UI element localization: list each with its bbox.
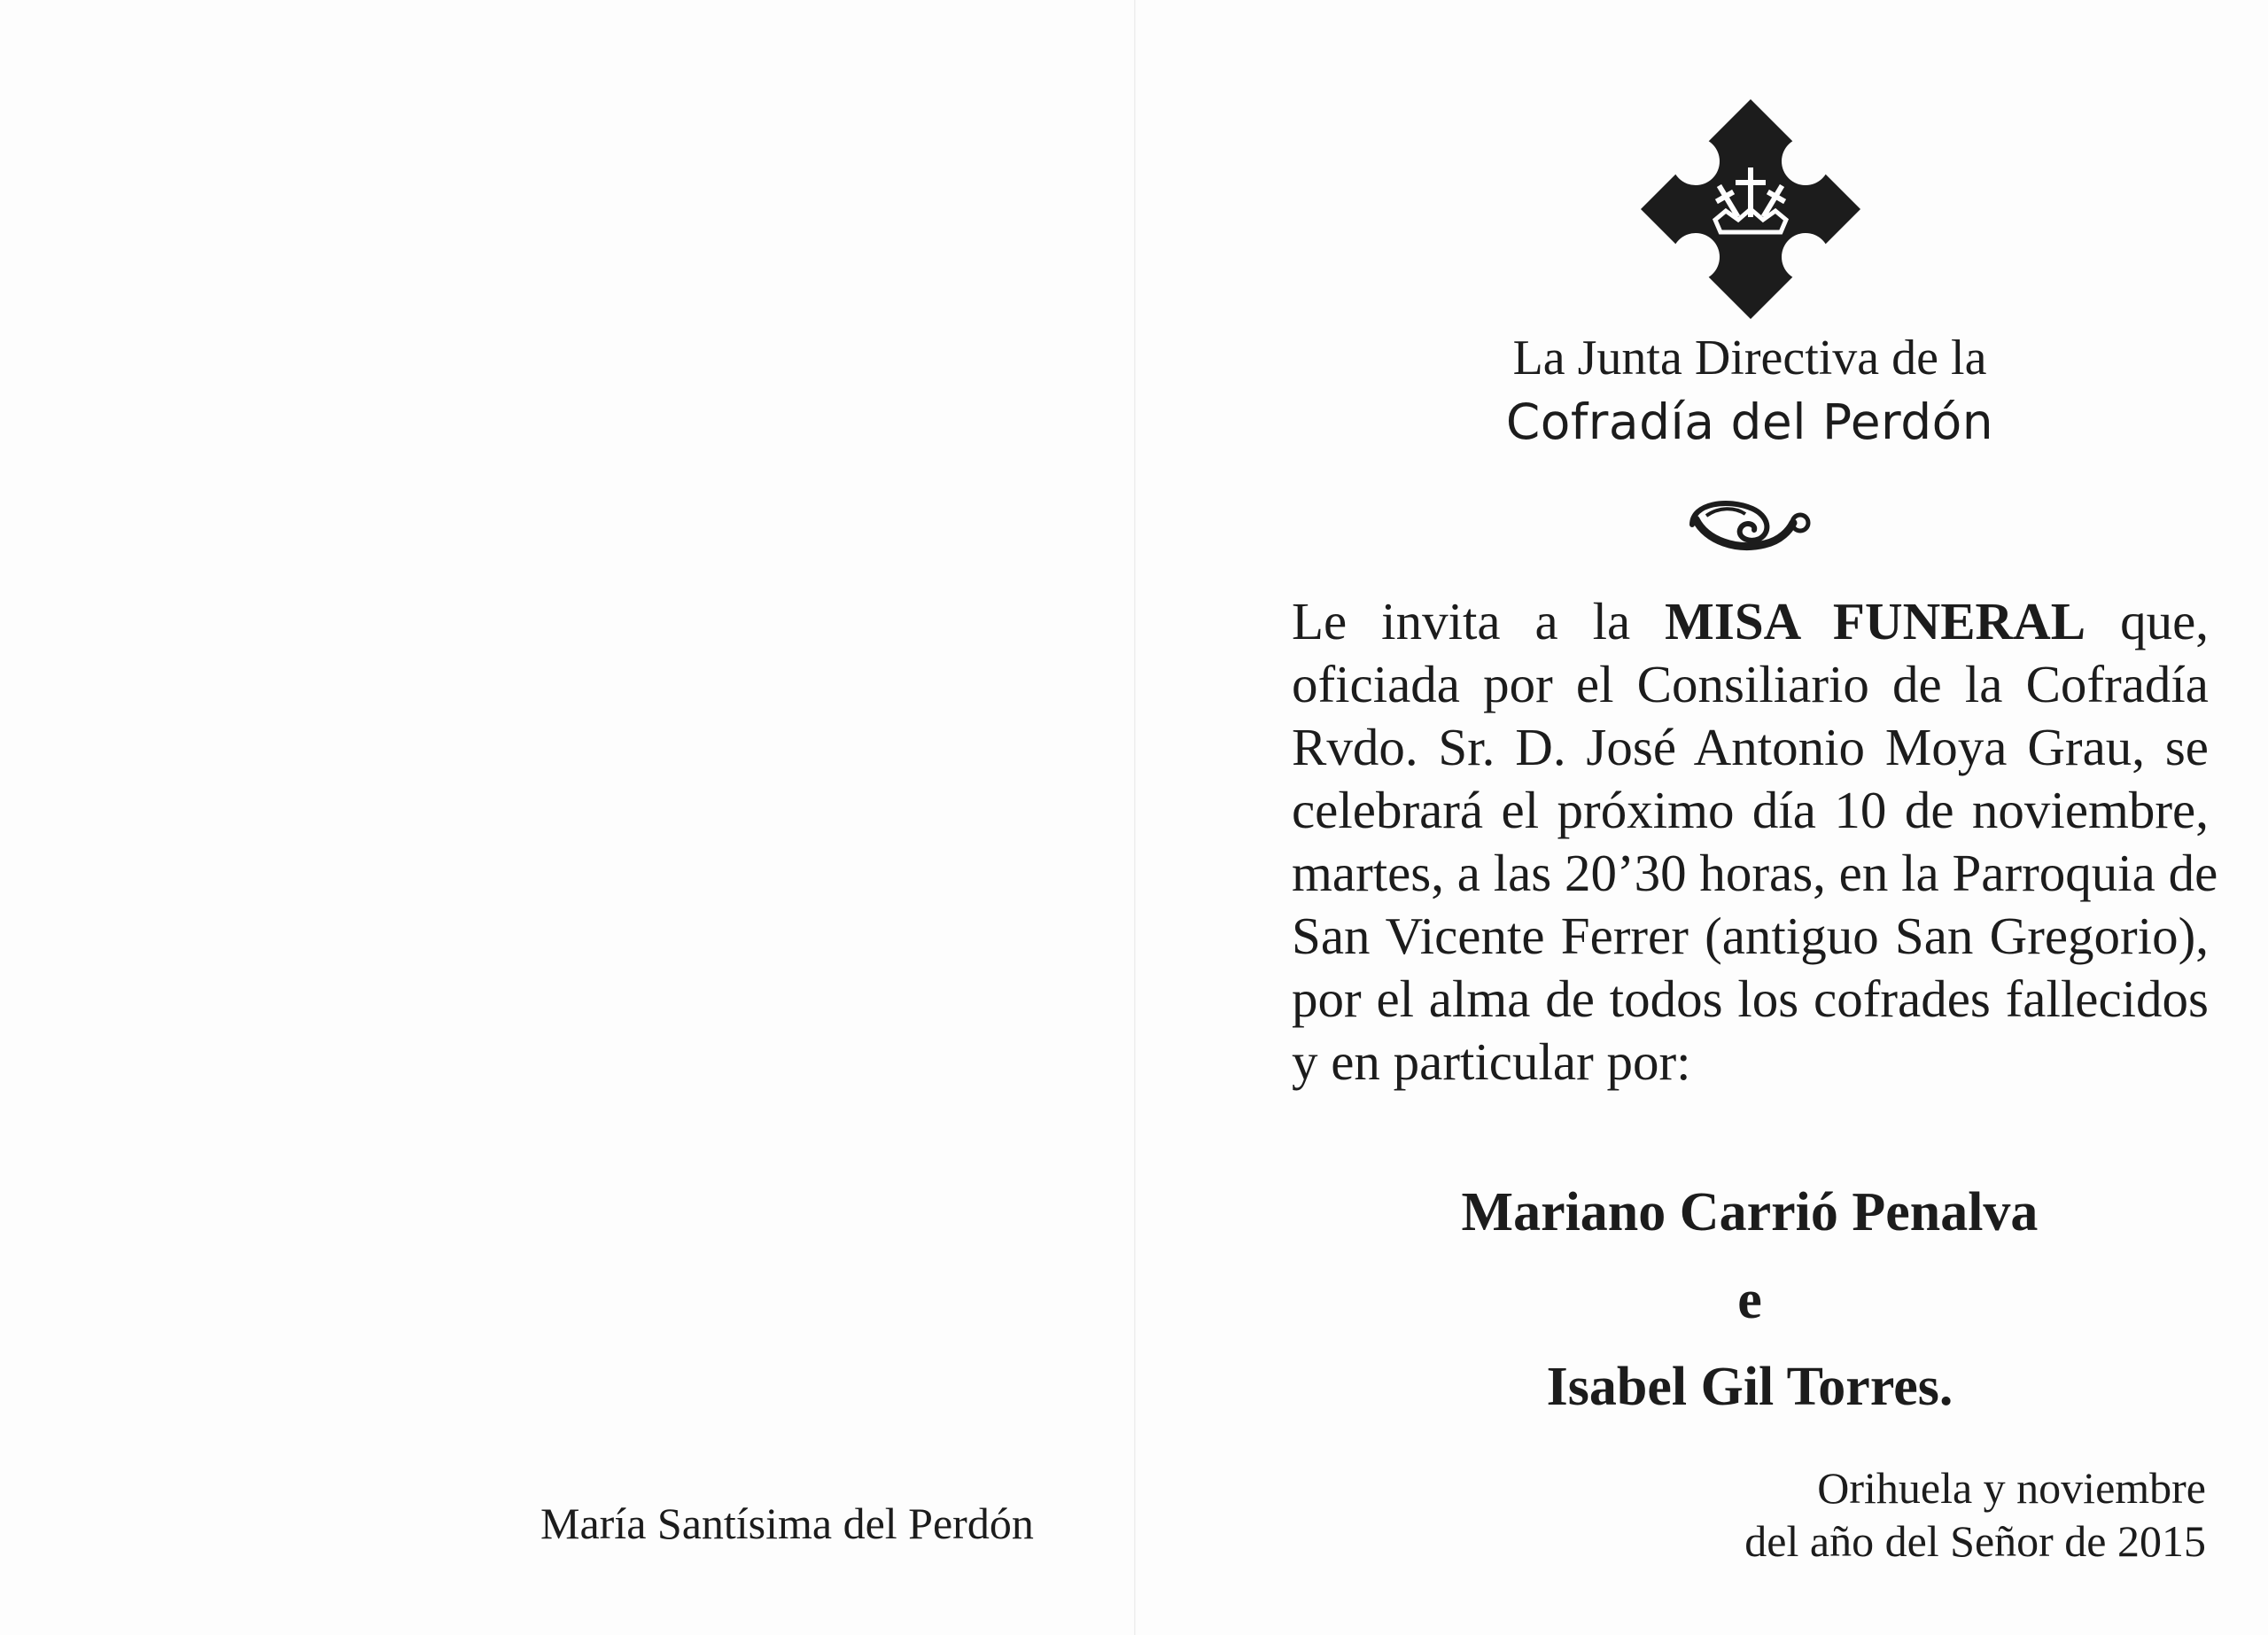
- closing-line-1: Orihuela y noviembre: [1817, 1463, 2206, 1513]
- cross-fleury-emblem-icon: [1639, 97, 1862, 321]
- invitation-line-1: Le invita a la MISA FUNERAL que,: [1292, 592, 2210, 650]
- deceased-name-2: Isabel Gil Torres.: [1546, 1357, 1953, 1417]
- header-line-2: Cofradía del Perdón: [1505, 393, 1994, 450]
- invitation-text: [1292, 590, 2218, 1094]
- invitation-line-7: por el alma de todos los cofrades fallecidos: [1292, 969, 2209, 1028]
- invitation-line-2: oficiada por el Consiliario de la Cofradía: [1292, 655, 2209, 713]
- invitation-line-5: martes, a las 20’30 horas, en la Parroquia de: [1292, 844, 2218, 902]
- name-conjunction: e: [1737, 1270, 1762, 1330]
- center-fold: [1134, 0, 1136, 1635]
- invitation-line-3: Rvdo. Sr. D. José Antonio Moya Grau, se: [1292, 718, 2209, 776]
- invitation-line-8: y en particular por:: [1292, 1032, 1691, 1091]
- left-page-caption: María Santísima del Perdón: [540, 1499, 1034, 1548]
- header-line-1: La Junta Directiva de la: [1512, 331, 1987, 385]
- closing-line-2: del año del Señor de 2015: [1744, 1516, 2206, 1566]
- invitation-line-6: San Vicente Ferrer (antiguo San Gregorio),: [1292, 907, 2209, 965]
- invitation-line-4: celebrará el próximo día 10 de noviembre,: [1292, 781, 2209, 839]
- deceased-name-1: Mariano Carrió Penalva: [1461, 1182, 2039, 1242]
- ornamental-flourish-icon: [1683, 493, 1816, 555]
- mass-title: MISA FUNERAL: [1665, 592, 2086, 650]
